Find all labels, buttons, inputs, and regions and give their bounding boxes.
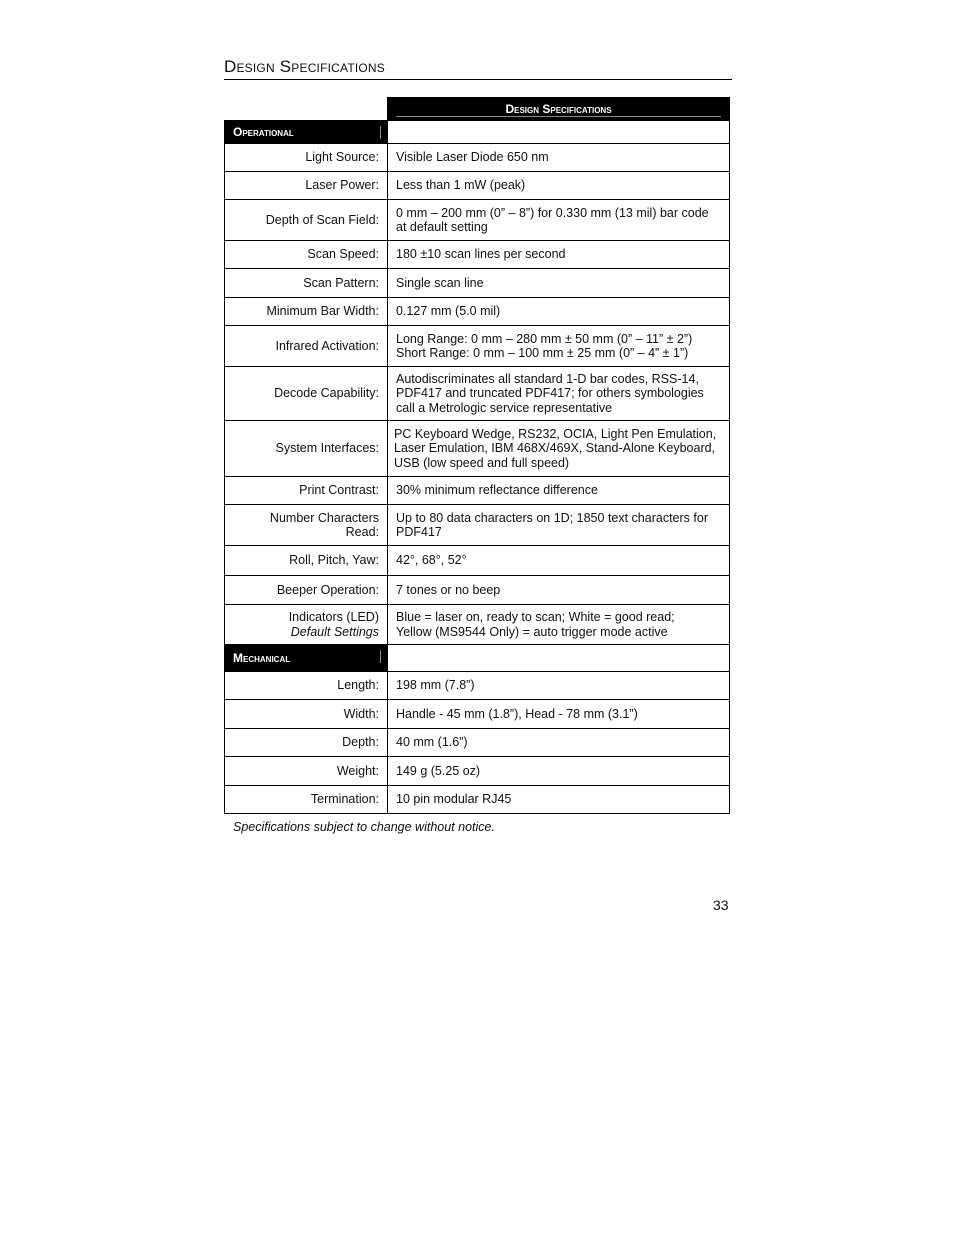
row-label: Depth: (225, 729, 388, 757)
table-row (225, 172, 730, 200)
row-value: 180 ±10 scan lines per second (388, 241, 730, 269)
table-row (225, 241, 730, 269)
section-row-operational (225, 121, 730, 144)
table-row (225, 367, 730, 421)
row-label: Light Source: (225, 144, 388, 172)
table-row (225, 700, 730, 729)
table-row (225, 144, 730, 172)
section-empty-cell (388, 645, 730, 672)
row-value: 30% minimum reflectance difference (388, 477, 730, 505)
section-mechanical-label: Mechanical (233, 650, 291, 665)
section-tick (380, 650, 381, 663)
row-label (225, 605, 388, 645)
row-value: 0.127 mm (5.0 mil) (388, 298, 730, 326)
row-label: Print Contrast: (225, 477, 388, 505)
row-label: Termination: (225, 786, 388, 814)
row-label: Length: (225, 672, 388, 700)
section-row-mechanical (225, 645, 730, 672)
table-row (225, 786, 730, 814)
table-header-row (225, 98, 730, 121)
section-operational (225, 121, 388, 144)
page-title: Design Specifications (224, 57, 732, 80)
row-value: 42°, 68°, 52° (388, 546, 730, 576)
table-row (225, 729, 730, 757)
header-underline (396, 116, 721, 117)
section-operational-label: Operational (233, 124, 294, 139)
table-row (225, 421, 730, 477)
value-line: Long Range: 0 mm – 280 mm ± 50 mm (0” – 11” ± 2”) (396, 331, 693, 346)
table-row (225, 605, 730, 645)
label-line: Default Settings (290, 624, 379, 639)
row-label: Minimum Bar Width: (225, 298, 388, 326)
section-tick (380, 126, 381, 139)
value-line: Yellow (MS9544 Only) = auto trigger mode active (396, 624, 668, 639)
row-value: Handle - 45 mm (1.8”), Head - 78 mm (3.1”) (388, 700, 730, 729)
table-header-text: Design Specifications (505, 101, 612, 116)
table-row (225, 269, 730, 298)
table-row (225, 672, 730, 700)
spec-table (224, 97, 730, 814)
row-label: Scan Pattern: (225, 269, 388, 298)
row-value: Autodiscriminates all standard 1-D bar codes, RSS-14, PDF417 and truncated PDF417; for others symbologies call a Metrologic service representative (388, 367, 730, 421)
label-line: Indicators (LED) (288, 610, 379, 624)
row-label: System Interfaces: (225, 421, 388, 477)
table-row (225, 326, 730, 367)
value-line: Blue = laser on, ready to scan; White = good read; (396, 610, 675, 624)
row-label: Scan Speed: (225, 241, 388, 269)
row-label: Laser Power: (225, 172, 388, 200)
row-value: 10 pin modular RJ45 (388, 786, 730, 814)
row-value (388, 326, 730, 367)
row-value: Less than 1 mW (peak) (388, 172, 730, 200)
row-value (388, 605, 730, 645)
row-value: PC Keyboard Wedge, RS232, OCIA, Light Pen Emulation, Laser Emulation, IBM 468X/469X, Stand-Alone Keyboard, USB (low speed and full speed) (388, 421, 730, 477)
table-row (225, 757, 730, 786)
footnote: Specifications subject to change without notice. (233, 820, 495, 834)
table-row (225, 505, 730, 546)
row-label (225, 505, 388, 546)
row-value: Visible Laser Diode 650 nm (388, 144, 730, 172)
row-value: 7 tones or no beep (388, 576, 730, 605)
table-row (225, 576, 730, 605)
row-label: Infrared Activation: (225, 326, 388, 367)
row-value: Single scan line (388, 269, 730, 298)
table-row (225, 298, 730, 326)
label-line: Read: (345, 525, 379, 539)
row-label: Width: (225, 700, 388, 729)
page-number: 33 (713, 897, 729, 913)
value-line: Short Range: 0 mm – 100 mm ± 25 mm (0” – 4” ± 1”) (396, 346, 689, 360)
row-label: Beeper Operation: (225, 576, 388, 605)
table-header (388, 98, 730, 121)
section-mechanical (225, 645, 388, 672)
row-value: 149 g (5.25 oz) (388, 757, 730, 786)
table-row (225, 477, 730, 505)
section-empty-cell (388, 121, 730, 144)
header-blank-cell (225, 98, 388, 121)
row-value: 0 mm – 200 mm (0” – 8”) for 0.330 mm (13 mil) bar code at default setting (388, 200, 730, 241)
row-label: Decode Capability: (225, 367, 388, 421)
row-label: Weight: (225, 757, 388, 786)
row-value: 40 mm (1.6”) (388, 729, 730, 757)
table-row (225, 200, 730, 241)
row-value: Up to 80 data characters on 1D; 1850 text characters for PDF417 (388, 505, 730, 546)
row-label: Roll, Pitch, Yaw: (225, 546, 388, 576)
label-line: Number Characters (269, 510, 379, 525)
row-value: 198 mm (7.8”) (388, 672, 730, 700)
table-row (225, 546, 730, 576)
row-label: Depth of Scan Field: (225, 200, 388, 241)
